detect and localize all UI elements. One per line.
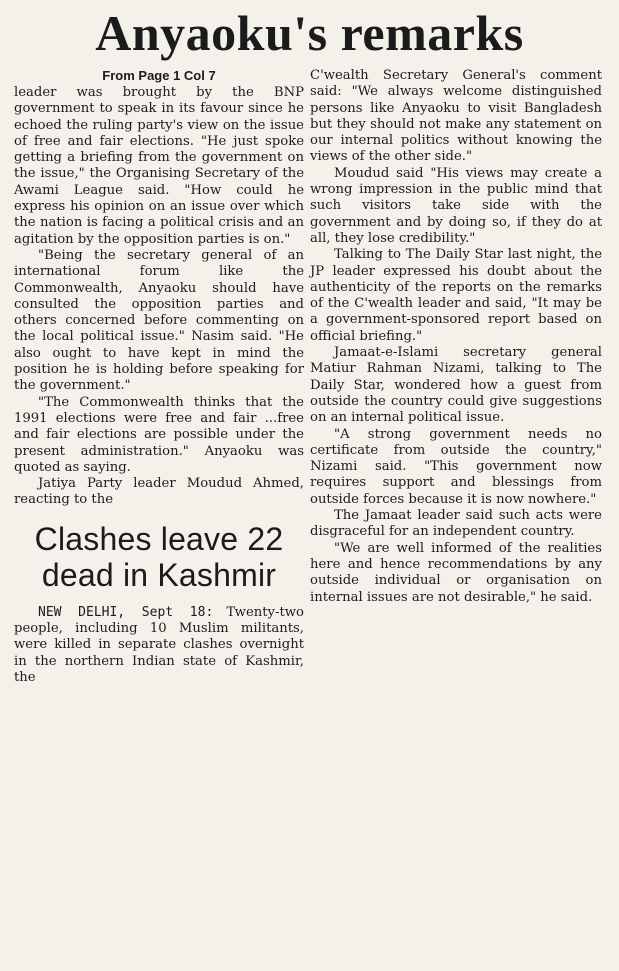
article-paragraph: The Jamaat leader said such acts were disgraceful for an independent country. bbox=[310, 508, 602, 540]
article-paragraph: Moudud said "His views may create a wrong impression in the public mind that such visitors take side with the government and by doing so, if they do at all, they lose credibility." bbox=[310, 165, 602, 246]
article-paragraph: "We are well informed of the realities here and hence recommendations by any outside individual or organisation on internal issues are not desirable," he said. bbox=[310, 540, 602, 605]
second-story-text: Twenty-two people, including 10 Muslim militants, were killed in separate clashes overnight in the northern Indian state of Kashmir, the bbox=[14, 604, 304, 685]
jump-line: From Page 1 Col 7 bbox=[102, 68, 216, 83]
left-column bbox=[14, 68, 304, 686]
second-story-headline-line: Clashes leave 22 bbox=[34, 520, 284, 557]
right-column bbox=[310, 68, 602, 606]
headline: Anyaoku's remarks bbox=[95, 5, 524, 61]
article-paragraph: C'wealth Secretary General's comment said: "We always welcome distinguished persons like Anyaoku to visit Bangladesh but they should not make any statement on our internal politics without knowing the views of the other side." bbox=[310, 68, 602, 165]
second-story-body bbox=[14, 605, 304, 686]
article-paragraph: "Being the secretary general of an international forum like the Commonwealth, Anyaoku should have consulted the opposition parties and others concerned before commenting on the local political issue." Nasim said. "He also ought to have kept in mind the position he is holding before speaking for the government." bbox=[14, 247, 304, 394]
second-story-headline-line: dead in Kashmir bbox=[41, 556, 277, 593]
article-paragraph: leader was brought by the BNP government to speak in its favour since he echoed the ruling party's view on the issue of free and fair elections. "He just spoke getting a briefing from the government on the issue," the Organising Secretary of the Awami League said. "How could he express his opinion on an issue over which the nation is facing a political crisis and an agitation by the opposition parties is on." bbox=[14, 85, 304, 247]
second-story-headline bbox=[14, 521, 304, 593]
article-paragraph: "A strong government needs no certificate from outside the country," Nizami said. "This government now requires support and blessings from outside forces because it is now nowhere." bbox=[310, 426, 602, 507]
article-paragraph: Jatiya Party leader Moudud Ahmed, reacting to the bbox=[14, 476, 304, 508]
article-paragraph: Talking to The Daily Star last night, the JP leader expressed his doubt about the authenticity of the reports on the remarks of the C'wealth leader and said, "It may be a government-sponsored report based on official briefing." bbox=[310, 247, 602, 344]
dateline: NEW DELHI, Sept 18: bbox=[38, 604, 214, 620]
article-paragraph: "The Commonwealth thinks that the 1991 elections were free and fair ...free and fair elections are possible under the present administration." Anyaoku was quoted as saying. bbox=[14, 394, 304, 475]
article-paragraph: Jamaat-e-Islami secretary general Matiur Rahman Nizami, talking to The Daily Star, wondered how a guest from outside the country could give suggestions on an internal political issue. bbox=[310, 345, 602, 426]
